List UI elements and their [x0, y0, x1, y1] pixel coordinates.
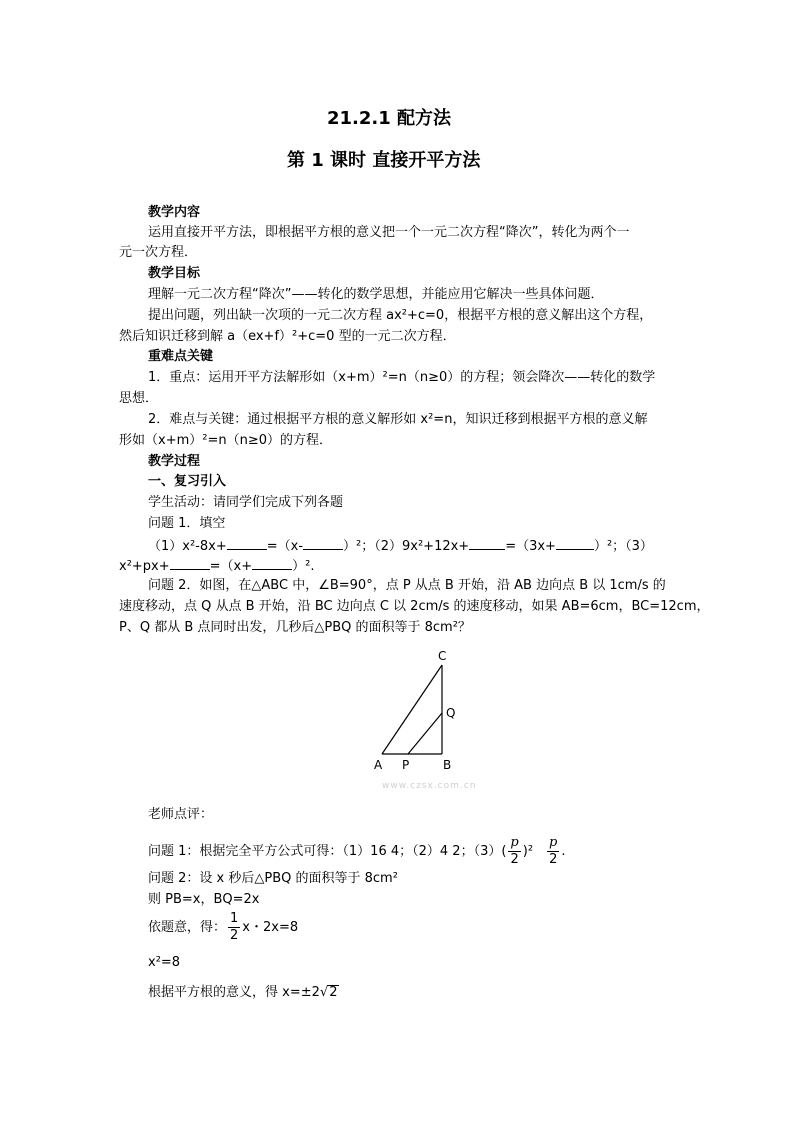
denominator: 2: [510, 852, 519, 867]
paragraph-line: 学生活动：请同学们完成下列各题: [148, 495, 344, 510]
answer-2-line-2: 则 PB=x，BQ=2x: [148, 892, 260, 907]
text: ）²；（2）9x²+12x+: [343, 539, 470, 554]
subsection-heading: 一、复习引入: [148, 474, 227, 489]
paragraph-line: 理解一元二次方程“降次”——转化的数学思想，并能应用它解决一些具体问题．: [148, 287, 604, 302]
paragraph-line: 2．难点与关键：通过根据平方根的意义解形如 x²=n，知识迁移到根据平方根的意义解: [148, 412, 648, 427]
text: )²: [522, 844, 534, 859]
fill-blank[interactable]: [227, 537, 267, 550]
section-heading-keypoints: 重难点关键: [148, 349, 214, 364]
paragraph-line: 思想．: [119, 391, 159, 406]
numerator: p: [510, 835, 519, 850]
radical-sign: √: [319, 985, 329, 1000]
question-1-title: 问题 1．填空: [148, 516, 226, 531]
text: x・2x=8: [242, 920, 299, 935]
answer-2-line-4: x²=8: [148, 955, 181, 970]
answer-2-line-5: [148, 985, 339, 1001]
answer-2-line-1: 问题 2：设 x 秒后△PBQ 的面积等于 8cm²: [148, 871, 398, 886]
paragraph-line: 元一次方程．: [119, 245, 198, 260]
paragraph-line: P、Q 都从 B 点同时出发，几秒后△PBQ 的面积等于 8cm²？: [119, 620, 471, 635]
denominator: 2: [230, 928, 239, 943]
fill-blank[interactable]: [303, 537, 343, 550]
text: x²+px+: [119, 559, 170, 574]
text: =（x+: [209, 559, 253, 574]
label-a: A: [374, 758, 383, 772]
paragraph-line: 形如（x+m）²=n（n≥0）的方程．: [119, 433, 332, 448]
section-heading-content: 教学内容: [148, 205, 201, 220]
text: =（x-: [266, 539, 304, 554]
paragraph-line: 运用直接开平方法，即根据平方根的意义把一个一元二次方程“降次”，转化为两个一: [148, 225, 630, 240]
fill-blank[interactable]: [556, 537, 594, 550]
text: ）²；（3）: [593, 539, 653, 554]
answer-1: [148, 834, 566, 870]
text: .: [561, 844, 566, 859]
text: 问题 1：根据完全平方公式可得：（1）16 4；（2）4 2；（3）(: [148, 844, 507, 859]
segment-pq: [408, 713, 442, 754]
fill-blank[interactable]: [252, 557, 292, 570]
text: （1）x²-8x+: [148, 539, 227, 554]
label-b: B: [443, 758, 452, 772]
text: =（3x+: [505, 539, 556, 554]
teacher-comment-label: 老师点评：: [148, 807, 214, 822]
paragraph-line: 问题 2．如图，在△ABC 中，∠B=90°，点 P 从点 B 开始，沿 AB 边向点 B 以 1cm/s 的: [148, 578, 666, 593]
label-c: C: [438, 649, 447, 663]
text: 依题意，得：: [148, 920, 227, 935]
lesson-title: 21.2.1 配方法: [327, 108, 452, 129]
paragraph-line: 速度移动，点 Q 从点 B 开始，沿 BC 边向点 C 以 2cm/s 的速度移动，如果 AB=6cm，BC=12cm，: [119, 599, 710, 614]
numerator: p: [549, 835, 558, 850]
segment-ac: [382, 665, 442, 754]
numerator: 1: [230, 911, 239, 926]
fill-blank[interactable]: [469, 537, 505, 550]
question-1-line-2: [119, 557, 314, 575]
label-q: Q: [446, 706, 456, 720]
lesson-subtitle: 第 1 课时 直接开平方法: [287, 150, 481, 171]
fill-blank[interactable]: [170, 557, 210, 570]
text: ）².: [292, 559, 315, 574]
fraction-p-over-2: [508, 835, 520, 868]
paragraph-line: 提出问题，列出缺一次项的一元二次方程 ax²+c=0，根据平方根的意义解出这个方程，: [148, 308, 653, 323]
triangle-figure: [360, 645, 480, 775]
denominator: 2: [549, 852, 558, 867]
section-heading-goals: 教学目标: [148, 266, 201, 281]
paragraph-line: 然后知识迁移到解 a（ex+f）²+c=0 型的一元二次方程．: [119, 329, 456, 344]
question-1-line-1: [148, 537, 653, 555]
fraction-p-over-2: [547, 835, 559, 868]
fraction-one-half: [228, 911, 240, 944]
watermark: www.czsx.com.cn: [382, 781, 477, 791]
text: 根据平方根的意义，得 x=±2: [148, 985, 320, 1000]
label-p: P: [402, 758, 410, 772]
paragraph-line: 1．重点：运用开平方法解形如（x+m）²=n（n≥0）的方程；领会降次——转化的数学: [148, 370, 656, 385]
section-heading-process: 教学过程: [148, 454, 201, 469]
answer-2-line-3: [148, 910, 298, 946]
radicand: 2: [329, 985, 338, 1000]
